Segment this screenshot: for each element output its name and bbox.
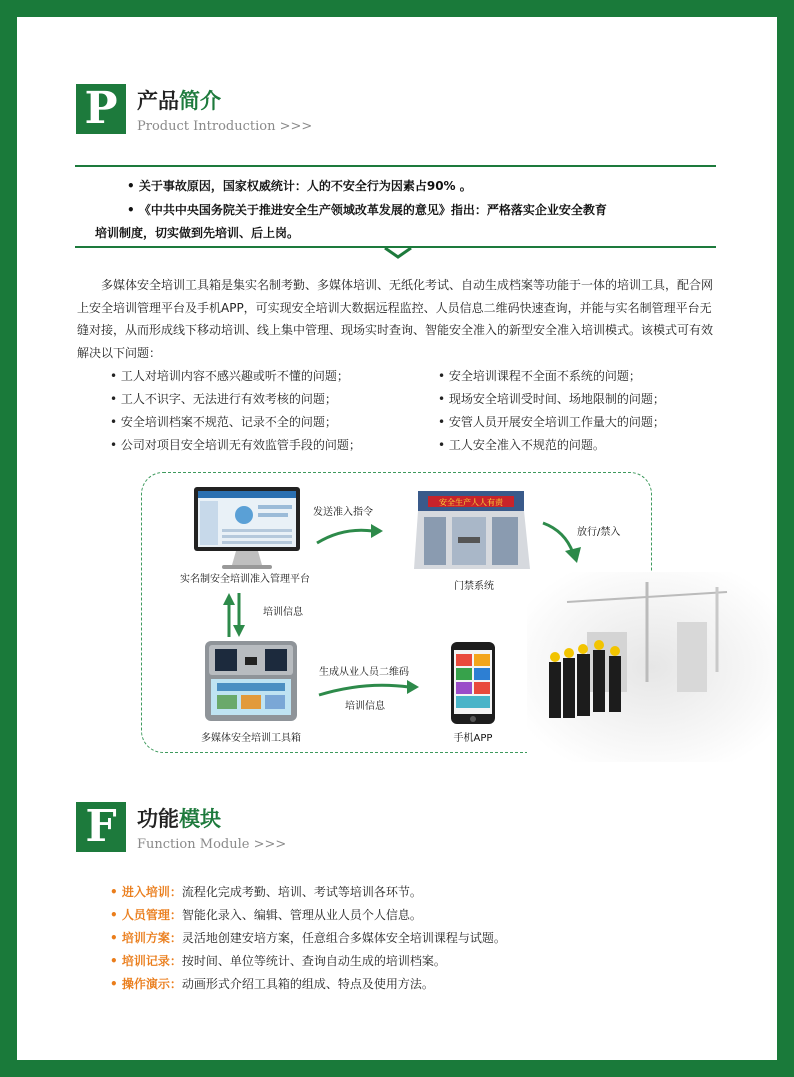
- toolbox-label: 多媒体安全培训工具箱: [201, 733, 301, 744]
- function-title: [137, 803, 221, 833]
- bidirectional-arrow-icon: [222, 589, 246, 641]
- platform-label: 实名制安全培训准入管理平台: [180, 574, 310, 585]
- list-item: • 工人对培训内容不感兴趣或听不懂的问题；: [110, 369, 349, 383]
- intro-title: [137, 85, 221, 115]
- highlight-line-3: 培训制度，切实做到先培训、后上岗。: [95, 226, 300, 240]
- list-item: [110, 929, 506, 952]
- list-item: [110, 952, 506, 975]
- highlight-line-1: • 关于事故原因，国家权威统计：人的不安全行为因素占90% 。: [127, 179, 472, 193]
- training-info-label-2: 培训信息: [345, 701, 385, 712]
- pass-deny-label: 放行/禁入: [577, 527, 621, 538]
- problems-left-list: [110, 367, 361, 459]
- intro-paragraph: 多媒体安全培训工具箱是集实名制考勤、多媒体培训、无纸化考试、自动生成档案等功能于一体的培训工具，配合网上安全培训管理平台及手机APP，可实现安全培训大数据远程监控、人员信息二维码快速查询，并能与实名制管理平台无缝对接，从而形成线下移动培训、线上集中管理、现场实时查询、智能安全准入的新型安全准入培训模式。该模式可有效解决以下问题：: [77, 278, 714, 360]
- section-letter-p: P: [76, 84, 126, 134]
- arrow-right-icon: [313, 517, 387, 549]
- monitor-image: [192, 485, 302, 571]
- brochure-page: [17, 17, 777, 1060]
- divider-top: [75, 165, 716, 167]
- workers-site-image: [527, 572, 777, 762]
- list-item: [110, 883, 506, 906]
- problems-right-list: [438, 367, 665, 459]
- function-list: [110, 883, 506, 998]
- highlight-line-2: • 《中共中央国务院关于推进安全生产领域改革发展的意见》指出：严格落实企业安全教育: [127, 203, 607, 217]
- list-item: • 现场安全培训受时间、场地限制的问题；: [438, 392, 665, 406]
- function-desc: 灵活地创建安培方案，任意组合多媒体安全培训课程与试题。: [181, 931, 506, 945]
- function-desc: 流程化完成考勤、培训、考试等培训各环节。: [181, 885, 422, 899]
- gate-label: 门禁系统: [454, 581, 494, 592]
- function-key: • 培训方案：: [110, 931, 182, 945]
- intro-subtitle: Product Introduction >>>: [137, 119, 313, 134]
- section-letter-f: F: [76, 802, 126, 852]
- intro-title-a: 产品: [137, 89, 179, 113]
- qr-code-label: 生成从业人员二维码: [319, 667, 409, 678]
- app-label: 手机APP: [453, 733, 493, 744]
- function-title-b: 模块: [179, 807, 221, 831]
- list-item: • 安全培训课程不全面不系统的问题；: [438, 369, 641, 383]
- intro-title-b: 简介: [179, 89, 221, 113]
- list-item: • 工人不识字、无法进行有效考核的问题；: [110, 392, 337, 406]
- list-item: • 安全培训档案不规范、记录不全的问题；: [110, 415, 337, 429]
- function-key: • 进入培训：: [110, 885, 182, 899]
- function-desc: 智能化录入、编辑、管理从业人员个人信息。: [181, 908, 422, 922]
- toolbox-image: [203, 639, 299, 723]
- gate-system-image: [412, 487, 534, 573]
- gate-banner-text: 安全生产人人有责: [439, 498, 503, 507]
- list-item: • 公司对项目安全培训无有效监管手段的问题；: [110, 438, 361, 452]
- function-title-a: 功能: [137, 807, 179, 831]
- send-command-label: 发送准入指令: [313, 507, 373, 518]
- list-item: • 工人安全准入不规范的问题。: [438, 438, 605, 452]
- list-item: • 安管人员开展安全培训工作量大的问题；: [438, 415, 665, 429]
- list-item: [110, 906, 506, 929]
- training-info-label-1: 培训信息: [263, 607, 303, 618]
- function-desc: 按时间、单位等统计、查询自动生成的培训档案。: [181, 954, 446, 968]
- function-key: • 培训记录：: [110, 954, 182, 968]
- list-item: [110, 975, 506, 998]
- function-subtitle: Function Module >>>: [137, 837, 287, 852]
- function-key: • 人员管理：: [110, 908, 182, 922]
- phone-image: [449, 640, 497, 726]
- function-key: • 操作演示：: [110, 977, 182, 991]
- function-desc: 动画形式介绍工具箱的组成、特点及使用方法。: [181, 977, 434, 991]
- chevron-down-icon: [382, 246, 414, 260]
